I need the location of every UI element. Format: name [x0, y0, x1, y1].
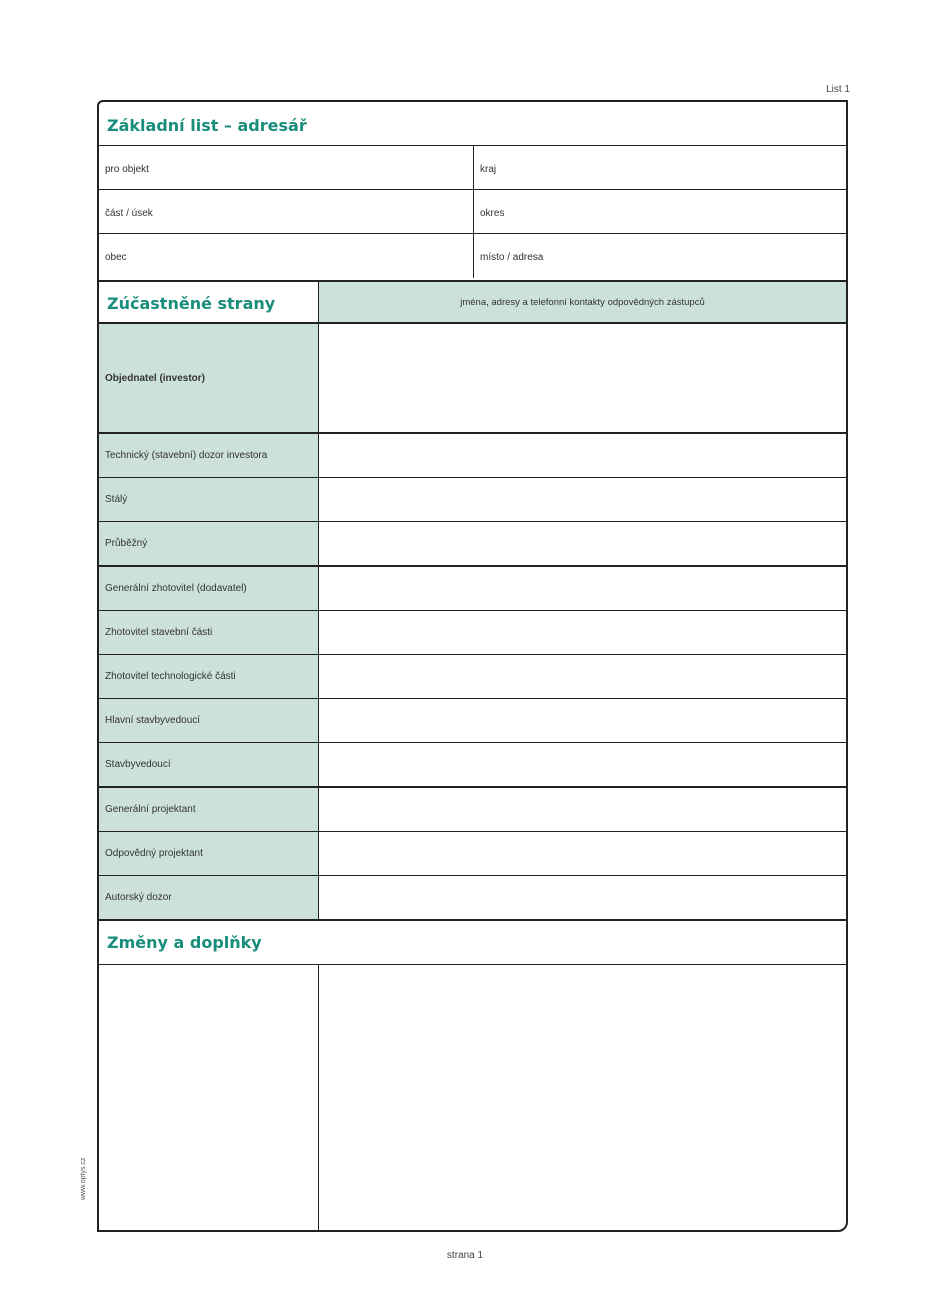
- field-misto-adresa[interactable]: místo / adresa: [480, 252, 544, 263]
- party-row: [99, 478, 846, 522]
- party-label: Odpovědný projektant: [99, 832, 319, 875]
- changes-right-field[interactable]: [319, 965, 846, 1230]
- party-row: [99, 655, 846, 699]
- field-pro-objekt[interactable]: pro objekt: [99, 146, 474, 189]
- party-row: [99, 743, 846, 788]
- party-value-field[interactable]: [319, 788, 846, 831]
- changes-heading: Změny a doplňky: [107, 933, 262, 952]
- party-value-field[interactable]: [319, 324, 846, 432]
- parties-heading-cell: [99, 282, 319, 322]
- page-number: strana 1: [446, 1250, 484, 1261]
- field-kraj[interactable]: kraj: [480, 164, 497, 175]
- changes-body: [99, 965, 846, 1230]
- party-row: [99, 567, 846, 611]
- party-value-field[interactable]: [319, 876, 846, 919]
- party-value-field[interactable]: [319, 567, 846, 610]
- party-value-field[interactable]: [319, 699, 846, 742]
- field-obec[interactable]: obec: [99, 234, 474, 278]
- parties-header: [99, 280, 846, 324]
- changes-left-field[interactable]: [99, 965, 319, 1230]
- party-row: [99, 522, 846, 567]
- party-label: Technický (stavební) dozor investora: [99, 434, 319, 477]
- field-cast-usek[interactable]: část / úsek: [99, 190, 474, 233]
- party-label: Zhotovitel stavební části: [99, 611, 319, 654]
- party-row: [99, 876, 846, 921]
- address-row-1: [99, 146, 846, 190]
- party-value-field[interactable]: [319, 611, 846, 654]
- form-title: Základní list – adresář: [107, 116, 307, 135]
- party-label: Stálý: [99, 478, 319, 521]
- party-label: Generální projektant: [99, 788, 319, 831]
- party-row: [99, 324, 846, 434]
- party-label: Objednatel (investor): [99, 324, 319, 432]
- party-value-field[interactable]: [319, 478, 846, 521]
- party-row: [99, 434, 846, 478]
- form-frame: [97, 100, 848, 1232]
- party-row: [99, 788, 846, 832]
- party-label: Generální zhotovitel (dodavatel): [99, 567, 319, 610]
- party-row: [99, 832, 846, 876]
- party-value-field[interactable]: [319, 522, 846, 565]
- party-label: Hlavní stavbyvedoucí: [99, 699, 319, 742]
- side-url: www.optys.cz: [80, 1157, 87, 1200]
- party-value-field[interactable]: [319, 434, 846, 477]
- party-row: [99, 699, 846, 743]
- title-row: [99, 102, 846, 146]
- parties-column-header: jména, adresy a telefonní kontakty odpovědných zástupců: [319, 282, 846, 322]
- field-okres[interactable]: okres: [480, 208, 505, 219]
- party-label: Zhotovitel technologické části: [99, 655, 319, 698]
- party-value-field[interactable]: [319, 743, 846, 786]
- party-row: [99, 611, 846, 655]
- party-label: Autorský dozor: [99, 876, 319, 919]
- party-label: Stavbyvedoucí: [99, 743, 319, 786]
- page-label: List 1: [826, 84, 850, 95]
- parties-heading: Zúčastněné strany: [107, 294, 276, 313]
- address-row-3: [99, 234, 846, 278]
- party-label: Průběžný: [99, 522, 319, 565]
- address-row-2: [99, 190, 846, 234]
- party-value-field[interactable]: [319, 832, 846, 875]
- changes-header: [99, 921, 846, 965]
- party-value-field[interactable]: [319, 655, 846, 698]
